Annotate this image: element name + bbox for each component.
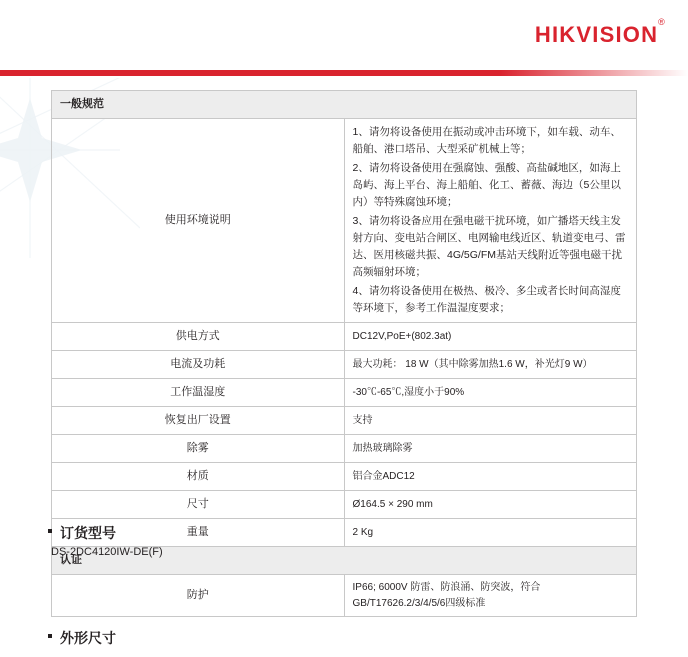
header-rule (0, 70, 688, 76)
row-label-material: 材质 (52, 463, 345, 491)
row-label-defog: 除雾 (52, 435, 345, 463)
brand-text: HIKVISION (534, 22, 659, 47)
table-row (52, 379, 637, 407)
header-rule-solid (0, 70, 500, 76)
bullet-icon (48, 529, 52, 533)
environment-line-3: 3、请勿将设备应用在强电磁干扰环境，如广播塔天线主发射方向、变电站合闸区、电网输电线近区、轨道变电弓、雷达、医用核磁共振、4G/5G/FM基站天线附近等强电磁干扰高频辐射环境； (352, 215, 626, 279)
row-label-current-consumption: 电流及功耗 (52, 351, 345, 379)
page-header (0, 0, 688, 72)
table-row (52, 491, 637, 519)
row-label-working-temperature: 工作温湿度 (52, 379, 345, 407)
environment-line-4: 4、请勿将设备使用在极热、极冷、多尘或者长时间高湿度等环境下，参考工作温湿度要求； (352, 285, 621, 315)
table-row (52, 463, 637, 491)
row-value-power-supply: DC12V,PoE+(802.3at) (344, 323, 637, 351)
table-row (52, 575, 637, 617)
row-label-size: 尺寸 (52, 491, 345, 519)
row-value-working-temperature: -30℃-65℃,湿度小于90% (344, 379, 637, 407)
order-model-value: DS-2DC4120IW-DE(F) (51, 546, 163, 558)
row-label-weight: 重量 (52, 519, 345, 547)
specification-table-wrap (51, 90, 637, 617)
table-row (52, 407, 637, 435)
row-value-size: Ø164.5 × 290 mm (344, 491, 637, 519)
environment-line-2: 2、请勿将设备使用在强腐蚀、强酸、高盐碱地区，如海上岛屿、海上平台、海上船舶、化工、蓄薇、海边（5公里以内）等特殊腐蚀环境； (352, 162, 621, 209)
table-row (52, 435, 637, 463)
table-row (52, 119, 637, 323)
hikvision-logo (534, 16, 666, 48)
row-label-environment: 使用环境说明 (52, 119, 345, 323)
row-label-power-supply: 供电方式 (52, 323, 345, 351)
dimension-heading (48, 628, 116, 648)
row-value-factory-reset: 支持 (344, 407, 637, 435)
row-label-factory-reset: 恢复出厂设置 (52, 407, 345, 435)
brand-trademark: ® (658, 16, 666, 27)
row-value-weight: 2 Kg (344, 519, 637, 547)
bullet-icon (48, 634, 52, 638)
environment-line-1: 1、请勿将设备使用在振动或冲击环境下，如车载、动车、船舶、港口塔吊、大型采矿机械上等； (352, 126, 621, 156)
row-value-current-consumption: 最大功耗： 18 W（其中除雾加热1.6 W，补光灯9 W） (344, 351, 637, 379)
table-row (52, 323, 637, 351)
section-header-certification: 认证 (52, 547, 637, 575)
order-model-heading-text: 订货型号 (60, 525, 116, 541)
row-value-material: 铝合金ADC12 (344, 463, 637, 491)
order-model-heading (48, 523, 116, 543)
specification-table (51, 90, 637, 617)
table-section-row (52, 91, 637, 119)
row-value-defog: 加热玻璃除雾 (344, 435, 637, 463)
header-rule-fade (500, 70, 688, 76)
row-value-environment (344, 119, 637, 323)
table-row (52, 519, 637, 547)
dimension-heading-text: 外形尺寸 (60, 630, 116, 646)
table-row (52, 351, 637, 379)
section-header-general: 一般规范 (52, 91, 637, 119)
row-value-protection: IP66; 6000V 防雷、防浪涌、防突波，符合GB/T17626.2/3/4/5/6四级标准 (344, 575, 637, 617)
row-label-protection: 防护 (52, 575, 345, 617)
